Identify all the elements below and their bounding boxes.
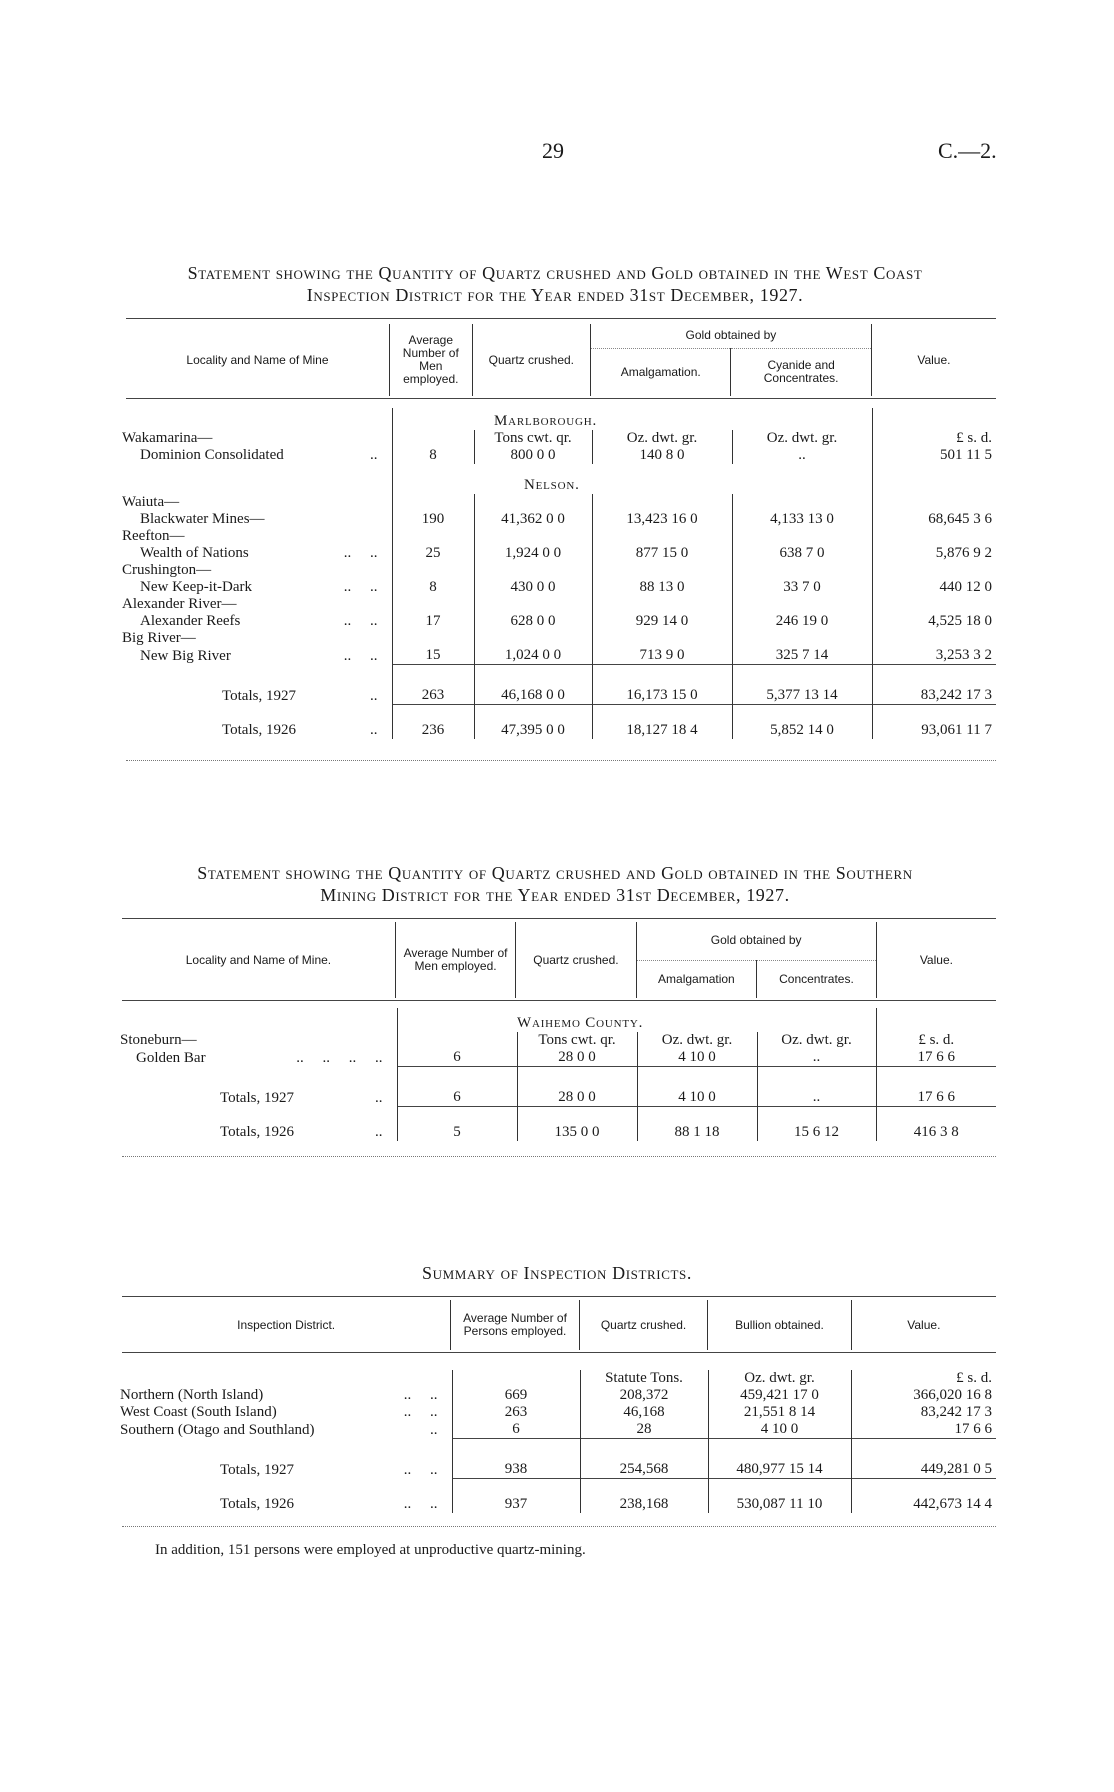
header-concentrates: Concentrates.	[757, 960, 877, 998]
men-cell: 17	[392, 613, 474, 630]
value-cell: 442,673 14 4	[851, 1479, 996, 1513]
summary-header-rule	[122, 1352, 996, 1353]
amalgamation-cell: 4 10 0	[637, 1049, 757, 1067]
west-coast-top-rule	[126, 318, 996, 319]
locality-parent: Wakamarina—	[122, 430, 213, 446]
cyanide-cell: 246 19 0	[732, 613, 872, 630]
value-cell: 4,525 18 0	[872, 613, 996, 630]
mine-name: Blackwater Mines—	[140, 511, 265, 527]
header-amalgamation: Amalgamation.	[591, 348, 731, 396]
men-cell: 190	[392, 511, 474, 528]
header-amalgamation: Amalgamation	[636, 960, 757, 998]
totals-label: Totals, 1927	[222, 687, 296, 704]
concentrates-cell: 15 6 12	[757, 1107, 876, 1141]
locality-parent: Stoneburn—	[120, 1032, 197, 1048]
amalgamation-cell: 4 10 0	[637, 1067, 757, 1107]
summary-header	[122, 1300, 996, 1350]
value-cell: 440 12 0	[872, 579, 996, 596]
west-coast-title-line-1: Statement showing the Quantity of Quartz crushed and Gold obtained in the West Coast	[187, 263, 923, 283]
value-cell: 501 11 5	[872, 447, 996, 464]
bullion-cell: 530,087 11 10	[708, 1479, 851, 1513]
cyanide-cell: 638 7 0	[732, 545, 872, 562]
concentrates-cell: ..	[757, 1067, 876, 1107]
totals-row: Totals, 1927 .. .. 938 254,568 480,977 15 14 449,281 0 5	[120, 1439, 996, 1479]
summary-bottom-rule	[122, 1526, 996, 1527]
quartz-cell: 47,395 0 0	[474, 705, 592, 739]
amalgamation-cell: 877 15 0	[592, 545, 732, 562]
summary-body	[120, 1370, 996, 1513]
southern-title	[90, 862, 1020, 906]
quartz-cell: 430 0 0	[474, 579, 592, 596]
quartz-cell: 800 0 0	[474, 447, 592, 464]
totals-label: Totals, 1927	[220, 1089, 294, 1106]
quartz-cell: 46,168	[580, 1404, 708, 1421]
value-cell: 416 3 8	[876, 1107, 996, 1141]
quartz-cell: 46,168 0 0	[474, 665, 592, 705]
southern-header	[122, 922, 996, 998]
header-value: Value.	[871, 324, 996, 396]
locality-parent: Big River—	[122, 630, 196, 646]
bullion-cell: 480,977 15 14	[708, 1439, 851, 1479]
header-quartz: Quartz crushed.	[516, 922, 636, 998]
locality-parent: Reefton—	[122, 528, 185, 544]
quartz-cell: 135 0 0	[517, 1107, 637, 1141]
summary-title: Summary of Inspection Districts.	[422, 1263, 692, 1283]
quartz-cell: 1,924 0 0	[474, 545, 592, 562]
locality-parent: Crushington—	[122, 562, 212, 578]
men-cell: 8	[392, 447, 474, 464]
men-cell: 25	[392, 545, 474, 562]
men-cell: 6	[397, 1067, 517, 1107]
table-row: New Keep-it-Dark .. .. 8 430 0 0 88 13 0 33 7 0 440 12 0	[122, 579, 996, 596]
header-men: Average Number of Men employed.	[395, 922, 515, 998]
header-locality: Locality and Name of Mine.	[185, 952, 332, 967]
quartz-cell: 254,568	[580, 1439, 708, 1479]
amalgamation-cell: 88 1 18	[637, 1107, 757, 1141]
southern-bottom-rule	[122, 1156, 996, 1157]
mine-name: Dominion Consolidated	[140, 447, 284, 463]
page-number: 29	[542, 138, 564, 163]
table-row: Golden Bar .. .. .. .. 6 28 0 0 4 10 0 .. 17 6 6	[120, 1049, 996, 1067]
header-persons: Average Number of Persons employed.	[451, 1300, 580, 1350]
header-bullion: Bullion obtained.	[708, 1300, 851, 1350]
concentrates-cell: ..	[757, 1049, 876, 1067]
west-coast-title	[90, 262, 1020, 306]
table-row: Northern (North Island) .. .. 669 208,372 459,421 17 0 366,020 16 8	[120, 1387, 996, 1404]
unit-tons: Tons cwt. qr.	[517, 1032, 637, 1049]
persons-cell: 938	[452, 1439, 580, 1479]
mine-name: Wealth of Nations	[140, 545, 249, 561]
quartz-cell: 28 0 0	[517, 1049, 637, 1067]
bullion-cell: 21,551 8 14	[708, 1404, 851, 1421]
quartz-cell: 208,372	[580, 1387, 708, 1404]
unit-lsd: £ s. d.	[851, 1370, 996, 1387]
bullion-cell: 459,421 17 0	[708, 1387, 851, 1404]
header-value: Value.	[876, 922, 996, 998]
cyanide-cell: 33 7 0	[732, 579, 872, 596]
men-cell: 236	[392, 705, 474, 739]
locality-parent: Alexander River—	[122, 596, 237, 612]
bullion-cell: 4 10 0	[708, 1421, 851, 1439]
section-marlborough: Marlborough.	[494, 413, 598, 429]
district-name: Northern (North Island)	[120, 1387, 264, 1403]
value-cell: 449,281 0 5	[851, 1439, 996, 1479]
quartz-cell: 1,024 0 0	[474, 647, 592, 665]
value-cell: 17 6 6	[851, 1421, 996, 1439]
table-row: Wealth of Nations .. .. 25 1,924 0 0 877 15 0 638 7 0 5,876 9 2	[122, 545, 996, 562]
mine-name: New Keep-it-Dark	[140, 579, 253, 595]
section-waihemo: Waihemo County.	[517, 1015, 644, 1031]
totals-row: Totals, 1926 .. 236 47,395 0 0 18,127 18 4 5,852 14 0 93,061 11 7	[122, 705, 996, 739]
mine-name: Golden Bar	[136, 1049, 206, 1066]
section-nelson: Nelson.	[524, 477, 580, 493]
value-cell: 3,253 3 2	[872, 647, 996, 665]
mine-name: Alexander Reefs	[140, 613, 241, 629]
summary-top-rule	[122, 1296, 996, 1297]
document-reference: C.—2.	[938, 138, 997, 163]
west-coast-header	[126, 324, 996, 396]
unit-oz: Oz. dwt. gr.	[732, 430, 872, 447]
unit-oz: Oz. dwt. gr.	[637, 1032, 757, 1049]
cyanide-cell: 5,852 14 0	[732, 705, 872, 739]
table-row: New Big River .. .. 15 1,024 0 0 713 9 0 325 7 14 3,253 3 2	[122, 647, 996, 665]
header-quartz: Quartz crushed.	[472, 324, 590, 396]
mine-name: New Big River	[140, 647, 231, 664]
southern-header-rule	[122, 1000, 996, 1001]
value-cell: 68,645 3 6	[872, 511, 996, 528]
table-row	[122, 511, 996, 528]
amalgamation-cell: 88 13 0	[592, 579, 732, 596]
totals-row: Totals, 1927 .. 6 28 0 0 4 10 0 .. 17 6 6	[120, 1067, 996, 1107]
amalgamation-cell: 929 14 0	[592, 613, 732, 630]
value-cell: 83,242 17 3	[851, 1404, 996, 1421]
southern-title-line-2: Mining District for the Year ended 31st December, 1927.	[320, 885, 790, 905]
value-cell: 17 6 6	[876, 1067, 996, 1107]
totals-label: Totals, 1926	[220, 1123, 294, 1140]
men-cell: 5	[397, 1107, 517, 1141]
quartz-cell: 28	[580, 1421, 708, 1439]
quartz-cell: 238,168	[580, 1479, 708, 1513]
unit-oz: Oz. dwt. gr.	[592, 430, 732, 447]
summary-note: In addition, 151 persons were employed at unproductive quartz-mining.	[155, 1542, 586, 1558]
cyanide-cell: 5,377 13 14	[732, 665, 872, 705]
quartz-cell: 28 0 0	[517, 1067, 637, 1107]
table-row: West Coast (South Island) .. .. 263 46,168 21,551 8 14 83,242 17 3	[120, 1404, 996, 1421]
totals-label: Totals, 1926	[220, 1495, 294, 1512]
unit-lsd: £ s. d.	[876, 1032, 996, 1049]
southern-top-rule	[122, 918, 996, 919]
table-row: Southern (Otago and Southland) .. 6 28 4 10 0 17 6 6	[120, 1421, 996, 1439]
unit-oz: Oz. dwt. gr.	[757, 1032, 876, 1049]
quartz-cell: 41,362 0 0	[474, 511, 592, 528]
unit-statute-tons: Statute Tons.	[580, 1370, 708, 1387]
totals-row: Totals, 1926 .. 5 135 0 0 88 1 18 15 6 12 416 3 8	[120, 1107, 996, 1141]
locality-parent: Waiuta—	[122, 494, 180, 510]
persons-cell: 937	[452, 1479, 580, 1513]
table-row: Alexander Reefs .. .. 17 628 0 0 929 14 0 246 19 0 4,525 18 0	[122, 613, 996, 630]
amalgamation-cell: 16,173 15 0	[592, 665, 732, 705]
totals-label: Totals, 1927	[220, 1461, 294, 1478]
cyanide-cell: ..	[732, 447, 872, 464]
totals-row: Totals, 1927 .. 263 46,168 0 0 16,173 15 0 5,377 13 14 83,242 17 3	[122, 665, 996, 705]
cyanide-cell: 325 7 14	[732, 647, 872, 665]
unit-oz: Oz. dwt. gr.	[708, 1370, 851, 1387]
men-cell: 8	[392, 579, 474, 596]
west-coast-header-rule	[126, 398, 996, 399]
district-name: Southern (Otago and Southland)	[120, 1421, 315, 1438]
men-cell: 6	[397, 1049, 517, 1067]
southern-title-line-1: Statement showing the Quantity of Quartz crushed and Gold obtained in the Southern	[197, 863, 913, 883]
amalgamation-cell: 13,423 16 0	[592, 511, 732, 528]
west-coast-body	[122, 408, 996, 739]
southern-body	[120, 1008, 996, 1141]
district-name: West Coast (South Island)	[120, 1404, 277, 1420]
value-cell: 366,020 16 8	[851, 1387, 996, 1404]
amalgamation-cell: 18,127 18 4	[592, 705, 732, 739]
value-cell: 83,242 17 3	[872, 665, 996, 705]
header-locality: Locality and Name of Mine	[186, 352, 329, 367]
value-cell: 17 6 6	[876, 1049, 996, 1067]
totals-row: Totals, 1926 .. .. 937 238,168 530,087 11 10 442,673 14 4	[120, 1479, 996, 1513]
amalgamation-cell: 713 9 0	[592, 647, 732, 665]
persons-cell: 263	[452, 1404, 580, 1421]
value-cell: 5,876 9 2	[872, 545, 996, 562]
quartz-cell: 628 0 0	[474, 613, 592, 630]
table-row: Dominion Consolidated .. 8 800 0 0 140 8 0 .. 501 11 5	[122, 447, 996, 464]
value-cell: 93,061 11 7	[872, 705, 996, 739]
unit-lsd: £ s. d.	[872, 430, 996, 447]
persons-cell: 669	[452, 1387, 580, 1404]
header-cyanide: Cyanide and Concentrates.	[731, 348, 871, 396]
header-men: Average Number of Men employed.	[389, 324, 472, 396]
west-coast-bottom-rule	[126, 760, 996, 761]
amalgamation-cell: 140 8 0	[592, 447, 732, 464]
persons-cell: 6	[452, 1421, 580, 1439]
header-district: Inspection District.	[237, 1317, 336, 1332]
men-cell: 15	[392, 647, 474, 665]
unit-tons: Tons cwt. qr.	[474, 430, 592, 447]
totals-label: Totals, 1926	[222, 721, 296, 738]
cyanide-cell: 4,133 13 0	[732, 511, 872, 528]
west-coast-title-line-2: Inspection District for the Year ended 31st December, 1927.	[306, 285, 804, 305]
header-gold: Gold obtained by	[636, 922, 876, 960]
header-gold: Gold obtained by	[591, 324, 872, 348]
header-quartz: Quartz crushed.	[579, 1300, 707, 1350]
men-cell: 263	[392, 665, 474, 705]
header-value: Value.	[851, 1300, 996, 1350]
